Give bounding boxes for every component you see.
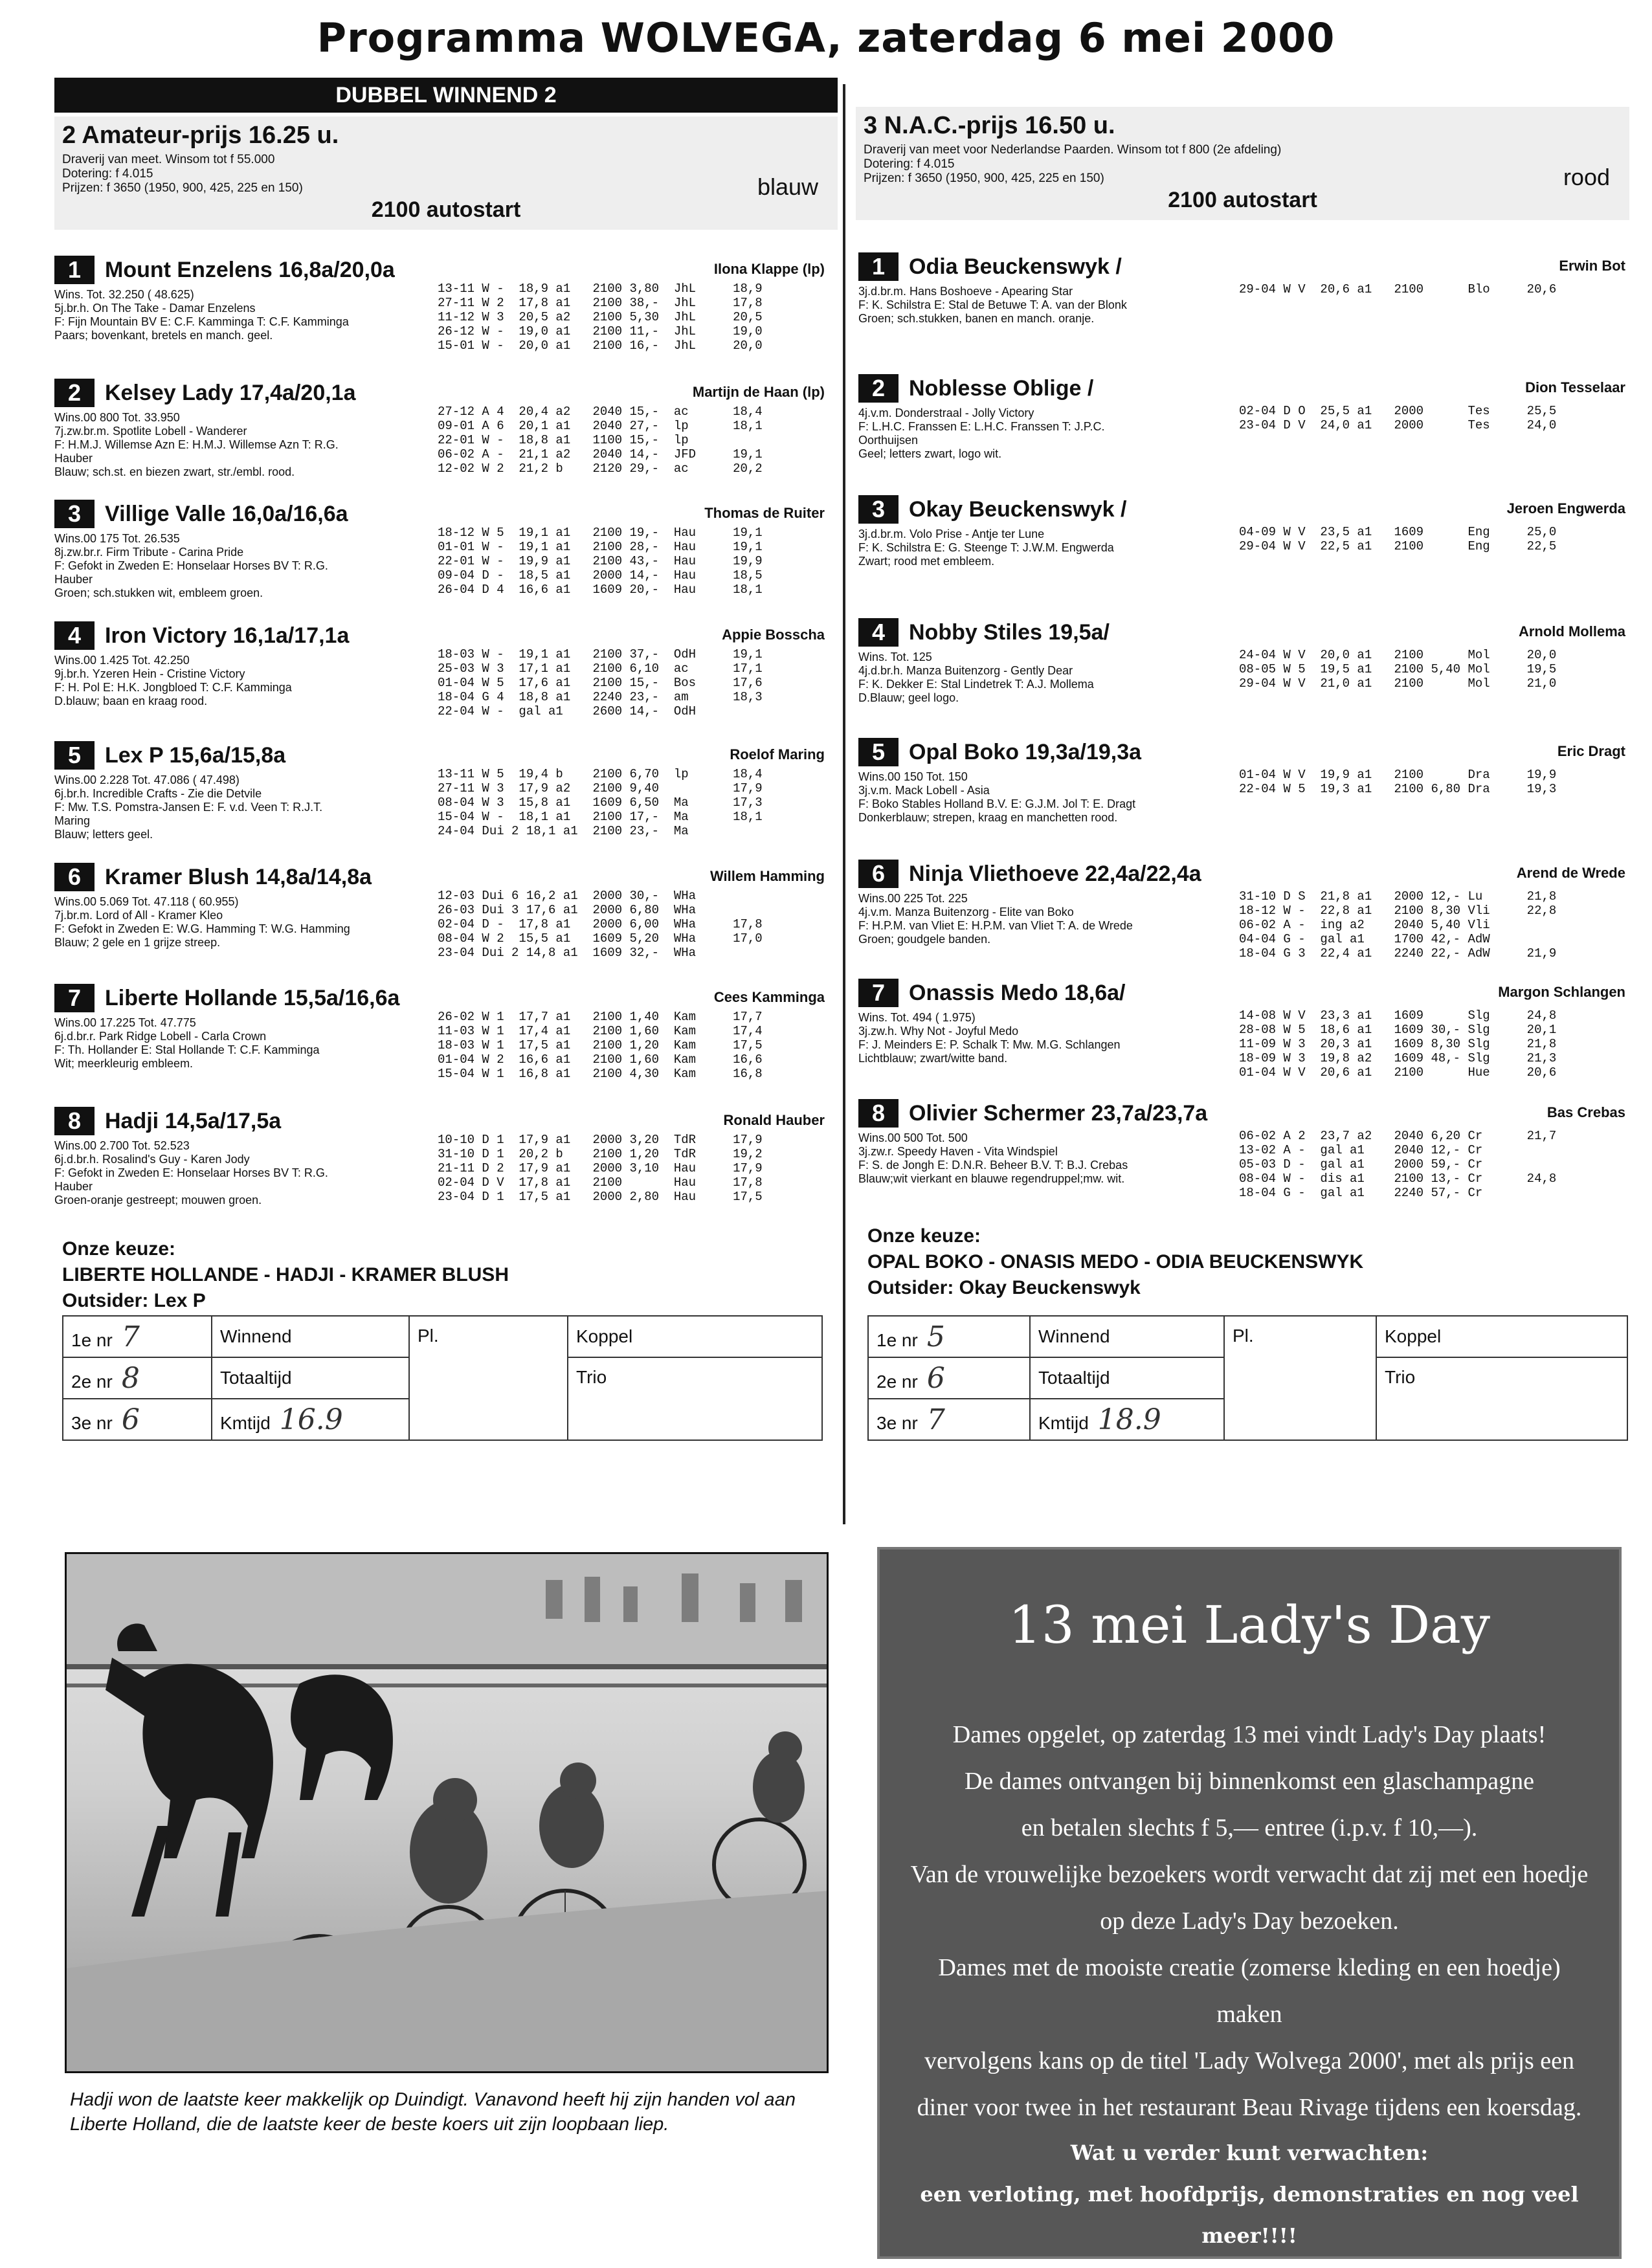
recent-form: 13-11 W 5 19,4 b 2100 6,70 lp 18,4 27-11 W 3 17,9 a2 2100 9,40 17,9 08-04 W 3 15,8 a1 1609 6,50 Ma 17,3 15-04 W - 18,1 a1 2100 17,- Ma 18,1 24-04 Dui 2 18,1 a1 2100 23,- Ma bbox=[438, 767, 763, 838]
horse-entry bbox=[54, 984, 825, 1102]
horse-info-line: Blauw; letters geel. bbox=[54, 828, 153, 841]
start-number: 1 bbox=[54, 256, 95, 284]
horse-info-line: F: Th. Hollander E: Stal Hollande T: C.F. Kamminga bbox=[54, 1043, 320, 1056]
race-start: 2100 autostart bbox=[1168, 188, 1317, 212]
driver-name: Appie Bosscha bbox=[722, 627, 825, 643]
bet-trio-cell[interactable]: Trio bbox=[1376, 1357, 1627, 1440]
horse-info bbox=[54, 411, 443, 479]
recent-form: 29-04 W V 20,6 a1 2100 Blo 20,6 bbox=[1239, 282, 1557, 296]
driver-name: Cees Kamminga bbox=[713, 989, 825, 1005]
ad-line: vervolgens kans op de titel 'Lady Wolvega 2000', met als prijs een bbox=[924, 2047, 1575, 2074]
horse-info-line: Blauw;wit vierkant en blauwe regendruppel;mw. wit. bbox=[858, 1172, 1125, 1185]
horse-entry bbox=[54, 379, 825, 496]
bet-place-cell[interactable] bbox=[868, 1399, 1030, 1440]
ad-line: Van de vrouwelijke bezoekers wordt verwacht dat zij met een hoedje bbox=[910, 1861, 1589, 1888]
horse-info-line: Wins. Tot. 125 bbox=[858, 650, 932, 663]
horse-info-line: Groen-oranje gestreept; mouwen groen. bbox=[54, 1194, 262, 1206]
horse-info bbox=[858, 892, 1247, 946]
bet-kmtijd-cell[interactable] bbox=[1030, 1399, 1224, 1440]
horse-info-line: 5j.br.h. On The Take - Damar Enzelens bbox=[54, 302, 256, 315]
driver-name: Thomas de Ruiter bbox=[704, 505, 825, 521]
horse-name: Noblesse Oblige / bbox=[909, 376, 1094, 401]
horse-info-line: Hauber bbox=[54, 452, 93, 465]
horse-info bbox=[54, 895, 443, 950]
horse-info bbox=[858, 1131, 1247, 1186]
horse-info bbox=[54, 532, 443, 600]
horse-info bbox=[858, 528, 1247, 568]
horse-info bbox=[858, 770, 1247, 825]
horse-info-line: Zwart; rood met embleem. bbox=[858, 555, 995, 568]
start-number: 7 bbox=[54, 984, 95, 1012]
ad-line: De dames ontvangen bij binnenkomst een glaschampagne bbox=[964, 1768, 1535, 1795]
handwritten-kmtijd: 18.9 bbox=[1097, 1403, 1161, 1436]
dubbel-winnend-banner: DUBBEL WINNEND 2 bbox=[54, 78, 838, 113]
horse-name: Kelsey Lady 17,4a/20,1a bbox=[105, 381, 356, 405]
horse-info-line: Groen; sch.stukken wit, embleem groen. bbox=[54, 586, 263, 599]
horse-info-line: Wins.00 500 Tot. 500 bbox=[858, 1131, 968, 1144]
bet-place-label: 1e nr bbox=[876, 1329, 918, 1350]
our-pick-outsider: Outsider: Lex P bbox=[62, 1290, 206, 1311]
our-pick-label: Onze keuze: bbox=[62, 1238, 176, 1260]
horse-info-line: Wins.00 5.069 Tot. 47.118 ( 60.955) bbox=[54, 895, 239, 908]
horse-entry bbox=[54, 741, 825, 859]
horse-info-line: Blauw; 2 gele en 1 grijze streep. bbox=[54, 936, 221, 949]
handwritten-number: 5 bbox=[926, 1320, 945, 1353]
horse-name: Odia Beuckenswyk / bbox=[909, 254, 1122, 279]
bet-kmtijd-label: Kmtijd bbox=[1038, 1412, 1089, 1433]
horse-info bbox=[858, 406, 1247, 461]
bet-form bbox=[867, 1315, 1628, 1441]
ad-footer-line: Wat u verder kunt verwachten: bbox=[1070, 2140, 1429, 2165]
ad-body bbox=[906, 1711, 1593, 2131]
horse-entry bbox=[858, 374, 1625, 492]
horse-name: Kramer Blush 14,8a/14,8a bbox=[105, 865, 372, 889]
ad-footer-line: een verloting, met hoofdprijs, demonstraties en nog veel meer!!!! bbox=[920, 2182, 1579, 2248]
recent-form: 13-11 W - 18,9 a1 2100 3,80 JhL 18,9 27-11 W 2 17,8 a1 2100 38,- JhL 17,8 11-12 W 3 20,5 a2 2100 5,30 JhL 20,5 26-12 W - 19,0 a1 2100 11,- JhL 19,0 15-01 W - 20,0 a1 2100 16,- JhL 20,0 bbox=[438, 282, 763, 353]
horse-info-line: F: Gefokt in Zweden E: Honselaar Horses BV T: R.G. bbox=[54, 1166, 328, 1179]
horse-entry bbox=[54, 256, 825, 373]
horse-info-line: F: Boko Stables Holland B.V. E: G.J.M. Jol T: E. Dragt bbox=[858, 797, 1136, 810]
horse-info-line: Wins.00 17.225 Tot. 47.775 bbox=[54, 1016, 196, 1029]
horse-name: Onassis Medo 18,6a/ bbox=[909, 981, 1126, 1005]
horse-info bbox=[858, 285, 1247, 326]
horse-info-line: F: Gefokt in Zweden E: Honselaar Horses BV T: R.G. bbox=[54, 559, 328, 572]
race-color: blauw bbox=[757, 173, 818, 200]
driver-name: Roelof Maring bbox=[730, 746, 825, 762]
bet-place-label: 1e nr bbox=[71, 1329, 113, 1350]
horse-info-line: F: K. Schilstra E: G. Steenge T: J.W.M. Engwerda bbox=[858, 541, 1114, 554]
start-number: 4 bbox=[54, 621, 95, 650]
handwritten-number: 7 bbox=[926, 1403, 945, 1436]
horse-info bbox=[54, 773, 443, 841]
bet-place-label: 3e nr bbox=[876, 1412, 918, 1433]
horse-info-line: 3j.zw.r. Speedy Haven - Vita Windspiel bbox=[858, 1145, 1058, 1158]
horse-info-line: F: K. Schilstra E: Stal de Betuwe T: A. van der Blonk bbox=[858, 298, 1127, 311]
start-number: 3 bbox=[858, 495, 899, 524]
driver-name: Ilona Klappe (lp) bbox=[713, 261, 825, 277]
horse-entry bbox=[54, 500, 825, 617]
driver-name: Erwin Bot bbox=[1559, 258, 1625, 274]
photo-caption: Hadji won de laatste keer makkelijk op Duindigt. Vanavond heeft hij zijn handen vol aan Liberte Holland, die de laatste keer de beste koers uit zijn loopbaan liep. bbox=[70, 2089, 796, 2135]
horse-info-line: Groen; goudgele banden. bbox=[858, 933, 991, 946]
horse-name: Okay Beuckenswyk / bbox=[909, 497, 1127, 522]
horse-info-line: Wins.00 800 Tot. 33.950 bbox=[54, 411, 180, 424]
horse-info-line: 9j.br.h. Yzeren Hein - Cristine Victory bbox=[54, 667, 245, 680]
horse-name: Olivier Schermer 23,7a/23,7a bbox=[909, 1101, 1208, 1126]
horse-info-line: F: H.M.J. Willemse Azn E: H.M.J. Willemse Azn T: R.G. bbox=[54, 438, 339, 451]
ladys-day-ad bbox=[877, 1547, 1622, 2259]
horse-info-line: Geel; letters zwart, logo wit. bbox=[858, 447, 1002, 460]
horse-entry bbox=[858, 979, 1625, 1096]
horse-info-line: D.Blauw; geel logo. bbox=[858, 691, 959, 704]
driver-name: Ronald Hauber bbox=[723, 1112, 825, 1128]
horse-info-line: Wins. Tot. 494 ( 1.975) bbox=[858, 1011, 976, 1024]
horse-info-line: Donkerblauw; strepen, kraag en manchetten rood. bbox=[858, 811, 1118, 824]
start-number: 1 bbox=[858, 252, 899, 281]
horse-info-line: Maring bbox=[54, 814, 91, 827]
horse-info-line: 4j.v.m. Manza Buitenzorg - Elite van Boko bbox=[858, 906, 1074, 918]
horse-info-line: Blauw; sch.st. en biezen zwart, str./embl. rood. bbox=[54, 465, 295, 478]
race-prizes: Prijzen: f 3650 (1950, 900, 425, 225 en 150) bbox=[62, 181, 303, 195]
horse-info-line: 4j.d.br.h. Manza Buitenzorg - Gently Dear bbox=[858, 664, 1073, 677]
our-pick-outsider: Outsider: Okay Beuckenswyk bbox=[867, 1277, 1141, 1298]
start-number: 2 bbox=[54, 379, 95, 407]
bet-type-cell[interactable]: Totaaltijd bbox=[212, 1357, 409, 1399]
driver-name: Martijn de Haan (lp) bbox=[692, 384, 825, 400]
our-pick bbox=[62, 1236, 509, 1314]
horse-info bbox=[54, 654, 443, 708]
start-number: 8 bbox=[858, 1099, 899, 1128]
horse-name: Ninja Vliethoeve 22,4a/22,4a bbox=[909, 862, 1201, 886]
horse-info-line: 7j.br.m. Lord of All - Kramer Kleo bbox=[54, 909, 223, 922]
ad-line: op deze Lady's Day bezoeken. bbox=[1100, 1907, 1399, 1935]
bet-form bbox=[62, 1315, 823, 1441]
recent-form: 26-02 W 1 17,7 a1 2100 1,40 Kam 17,7 11-03 W 1 17,4 a1 2100 1,60 Kam 17,4 18-03 W 1 17,5 a1 2100 1,20 Kam 17,5 01-04 W 2 16,6 a1 2100 1,60 Kam 16,6 15-04 W 1 16,8 a1 2100 4,30 Kam 16,8 bbox=[438, 1010, 763, 1081]
horse-info-line: Lichtblauw; zwart/witte band. bbox=[858, 1052, 1008, 1065]
horse-info-line: 3j.v.m. Mack Lobell - Asia bbox=[858, 784, 990, 797]
bet-place-label: 3e nr bbox=[71, 1412, 113, 1433]
recent-form: 18-12 W 5 19,1 a1 2100 19,- Hau 19,1 01-01 W - 19,1 a1 2100 28,- Hau 19,1 22-01 W - 19,9 a1 2100 43,- Hau 19,9 09-04 D - 18,5 a1 2000 14,- Hau 18,5 26-04 D 4 16,6 a1 1609 20,- Hau 18,1 bbox=[438, 526, 763, 597]
horse-info-line: F: K. Dekker E: Stal Lindetrek T: A.J. Mollema bbox=[858, 678, 1094, 691]
bet-pl-cell[interactable]: Pl. bbox=[1224, 1316, 1376, 1440]
handwritten-number: 6 bbox=[926, 1361, 945, 1395]
horse-info-line: 6j.d.br.r. Park Ridge Lobell - Carla Crown bbox=[54, 1030, 267, 1043]
start-number: 3 bbox=[54, 500, 95, 528]
recent-form: 24-04 W V 20,0 a1 2100 Mol 20,0 08-05 W 5 19,5 a1 2100 5,40 Mol 19,5 29-04 W V 21,0 a1 2100 Mol 21,0 bbox=[1239, 648, 1557, 691]
horse-info-line: F: Fijn Mountain BV E: C.F. Kamminga T: C.F. Kamminga bbox=[54, 315, 349, 328]
bet-kmtijd-label: Kmtijd bbox=[220, 1412, 271, 1433]
ad-title: 13 mei Lady's Day bbox=[1008, 1595, 1491, 1655]
horse-info-line: Wins.00 1.425 Tot. 42.250 bbox=[54, 654, 190, 667]
horse-info bbox=[54, 288, 443, 342]
horse-info-line: 4j.v.m. Donderstraal - Jolly Victory bbox=[858, 406, 1034, 419]
bet-place-label: 2e nr bbox=[876, 1371, 918, 1392]
horse-info-line: F: Mw. T.S. Pomstra-Jansen E: F. v.d. Veen T: R.J.T. bbox=[54, 801, 323, 814]
driver-name: Eric Dragt bbox=[1557, 743, 1625, 759]
recent-form: 06-02 A 2 23,7 a2 2040 6,20 Cr 21,7 13-02 A - gal a1 2040 12,- Cr 05-03 D - gal a1 2000 59,- Cr 08-04 W - dis a1 2100 13,- Cr 24,8 18-04 G - gal a1 2240 57,- Cr bbox=[1239, 1129, 1557, 1200]
horse-info bbox=[858, 650, 1247, 705]
recent-form: 31-10 D S 21,8 a1 2000 12,- Lu 21,8 18-12 W - 22,8 a1 2100 8,30 Vli 22,8 06-02 A - ing a2 2040 5,40 Vli 04-04 G - gal a1 1700 42,- AdW 18-04 G 3 22,4 a1 2240 22,- AdW 21,9 bbox=[1239, 889, 1557, 961]
start-number: 6 bbox=[54, 863, 95, 891]
horse-info bbox=[54, 1139, 443, 1207]
horse-name: Villige Valle 16,0a/16,6a bbox=[105, 502, 348, 526]
race-title: 2 Amateur-prijs 16.25 u. bbox=[62, 122, 339, 149]
horse-info bbox=[858, 1011, 1247, 1065]
driver-name: Margon Schlangen bbox=[1498, 984, 1625, 1000]
bet-koppel-cell[interactable]: Koppel bbox=[1376, 1316, 1627, 1357]
horse-entry bbox=[858, 252, 1625, 370]
horse-name: Lex P 15,6a/15,8a bbox=[105, 743, 286, 768]
horse-info-line: 6j.br.h. Incredible Crafts - Zie die Detvile bbox=[54, 787, 262, 800]
bet-type-cell[interactable]: Winnend bbox=[1030, 1316, 1224, 1357]
bet-place-cell[interactable] bbox=[63, 1399, 212, 1440]
race-conditions: Draverij van meet voor Nederlandse Paarden. Winsom tot f 800 (2e afdeling) bbox=[864, 143, 1282, 157]
horse-name: Hadji 14,5a/17,5a bbox=[105, 1109, 282, 1133]
horse-entry bbox=[54, 863, 825, 981]
bet-place-label: 2e nr bbox=[71, 1371, 113, 1392]
handwritten-kmtijd: 16.9 bbox=[279, 1403, 343, 1436]
our-pick-horses: LIBERTE HOLLANDE - HADJI - KRAMER BLUSH bbox=[62, 1264, 509, 1285]
horse-entry bbox=[858, 1099, 1625, 1217]
race-title: 3 N.A.C.-prijs 16.50 u. bbox=[864, 112, 1115, 139]
race-conditions: Draverij van meet. Winsom tot f 55.000 bbox=[62, 153, 275, 166]
horse-name: Liberte Hollande 15,5a/16,6a bbox=[105, 986, 400, 1010]
horse-info-line: Wins.00 2.228 Tot. 47.086 ( 47.498) bbox=[54, 773, 240, 786]
horse-info-line: 6j.d.br.h. Rosalind's Guy - Karen Jody bbox=[54, 1153, 250, 1166]
horse-entry bbox=[858, 860, 1625, 977]
race-header bbox=[856, 107, 1629, 220]
ad-line: Dames opgelet, op zaterdag 13 mei vindt Lady's Day plaats! bbox=[952, 1721, 1546, 1748]
bet-place-cell[interactable] bbox=[868, 1357, 1030, 1399]
driver-name: Willem Hamming bbox=[709, 868, 825, 884]
horse-info-line: F: J. Meinders E: P. Schalk T: Mw. M.G. Schlangen bbox=[858, 1038, 1121, 1051]
bet-type-cell[interactable]: Winnend bbox=[212, 1316, 409, 1357]
horse-entry bbox=[858, 495, 1625, 613]
start-number: 4 bbox=[858, 618, 899, 647]
bet-place-cell[interactable] bbox=[63, 1316, 212, 1357]
bet-kmtijd-cell[interactable] bbox=[212, 1399, 409, 1440]
race-photo bbox=[65, 1552, 829, 2073]
horse-info-line: Wins.00 150 Tot. 150 bbox=[858, 770, 968, 783]
recent-form: 14-08 W V 23,3 a1 1609 Slg 24,8 28-08 W 5 18,6 a1 1609 30,- Slg 20,1 11-09 W 3 20,3 a1 1609 8,30 Slg 21,8 18-09 W 3 19,8 a2 1609 48,- Slg 21,3 01-04 W V 20,6 a1 2100 Hue 20,6 bbox=[1239, 1008, 1557, 1080]
horse-info-line: F: H.P.M. van Vliet E: H.P.M. van Vliet T: A. de Wrede bbox=[858, 919, 1133, 932]
race-start: 2100 autostart bbox=[371, 197, 521, 222]
handwritten-number: 6 bbox=[121, 1403, 140, 1436]
ad-line: en betalen slechts f 5,— entree (i.p.v. f 10,—). bbox=[1021, 1814, 1478, 1841]
recent-form: 12-03 Dui 6 16,2 a1 2000 30,- WHa 26-03 Dui 3 17,6 a1 2000 6,80 WHa 02-04 D - 17,8 a1 2000 6,00 WHa 17,8 08-04 W 2 15,5 a1 1609 5,20 WHa 17,0 23-04 Dui 2 14,8 a1 1609 32,- WHa bbox=[438, 889, 763, 960]
page-title: Programma WOLVEGA, zaterdag 6 mei 2000 bbox=[317, 14, 1335, 61]
horse-info-line: Wins.00 175 Tot. 26.535 bbox=[54, 532, 180, 545]
recent-form: 04-09 W V 23,5 a1 1609 Eng 25,0 29-04 W V 22,5 a1 2100 Eng 22,5 bbox=[1239, 525, 1557, 553]
race-prizes: Prijzen: f 3650 (1950, 900, 425, 225 en 150) bbox=[864, 172, 1104, 185]
horse-info-line: Paars; bovenkant, bretels en manch. geel. bbox=[54, 329, 273, 342]
horse-name: Opal Boko 19,3a/19,3a bbox=[909, 740, 1142, 764]
driver-name: Arend de Wrede bbox=[1516, 865, 1625, 881]
horse-info-line: 7j.zw.br.m. Spotlite Lobell - Wanderer bbox=[54, 425, 247, 438]
horse-entry bbox=[54, 1107, 825, 1225]
bet-place-cell[interactable] bbox=[63, 1357, 212, 1399]
horse-info-line: F: Gefokt in Zweden E: W.G. Hamming T: W.G. Hamming bbox=[54, 922, 350, 935]
bet-type-cell[interactable]: Totaaltijd bbox=[1030, 1357, 1224, 1399]
horse-info-line: D.blauw; baan en kraag rood. bbox=[54, 695, 208, 707]
our-pick-horses: OPAL BOKO - ONASIS MEDO - ODIA BEUCKENSWYK bbox=[867, 1251, 1364, 1273]
race-dotering: Dotering: f 4.015 bbox=[62, 167, 153, 181]
our-pick bbox=[867, 1223, 1363, 1301]
start-number: 7 bbox=[858, 979, 899, 1007]
recent-form: 02-04 D O 25,5 a1 2000 Tes 25,5 23-04 D V 24,0 a1 2000 Tes 24,0 bbox=[1239, 404, 1557, 432]
ad-footer bbox=[880, 2132, 1619, 2256]
horse-entry bbox=[858, 618, 1625, 736]
horse-info-line: Wins.00 225 Tot. 225 bbox=[858, 892, 968, 905]
bet-koppel-cell[interactable]: Koppel bbox=[568, 1316, 822, 1357]
horse-info-line: F: S. de Jongh E: D.N.R. Beheer B.V. T: B.J. Crebas bbox=[858, 1159, 1128, 1172]
handwritten-number: 8 bbox=[121, 1361, 140, 1395]
race-dotering: Dotering: f 4.015 bbox=[864, 157, 955, 171]
recent-form: 27-12 A 4 20,4 a2 2040 15,- ac 18,4 09-01 A 6 20,1 a1 2040 27,- lp 18,1 22-01 W - 18,8 a1 1100 15,- lp 06-02 A - 21,1 a2 2040 14,- JFD 19,1 12-02 W 2 21,2 b 2120 29,- ac 20,2 bbox=[438, 405, 763, 476]
handwritten-number: 7 bbox=[121, 1320, 140, 1353]
bet-pl-cell[interactable]: Pl. bbox=[409, 1316, 568, 1440]
our-pick-label: Onze keuze: bbox=[867, 1225, 981, 1247]
start-number: 2 bbox=[858, 374, 899, 403]
horse-info-line: 3j.d.br.m. Hans Boshoeve - Apearing Star bbox=[858, 285, 1073, 298]
start-number: 8 bbox=[54, 1107, 95, 1135]
recent-form: 10-10 D 1 17,9 a1 2000 3,20 TdR 17,9 31-10 D 1 20,2 b 2100 1,20 TdR 19,2 21-11 D 2 17,9 a1 2000 3,10 Hau 17,9 02-04 D V 17,8 a1 2100 Hau 17,8 23-04 D 1 17,5 a1 2000 2,80 Hau 17,5 bbox=[438, 1133, 763, 1204]
harness-race-illustration bbox=[67, 1554, 829, 2073]
horse-info-line: 8j.zw.br.r. Firm Tribute - Carina Pride bbox=[54, 546, 244, 559]
horse-name: Nobby Stiles 19,5a/ bbox=[909, 620, 1110, 645]
ad-line: Dames met de mooiste creatie (zomerse kleding en een hoedje) maken bbox=[938, 1954, 1561, 2028]
driver-name: Dion Tesselaar bbox=[1525, 379, 1625, 395]
driver-name: Jeroen Engwerda bbox=[1506, 500, 1625, 517]
horse-info-line: F: H. Pol E: H.K. Jongbloed T: C.F. Kamminga bbox=[54, 681, 292, 694]
horse-entry bbox=[858, 738, 1625, 856]
start-number: 6 bbox=[858, 860, 899, 888]
horse-info-line: 3j.d.br.m. Volo Prise - Antje ter Lune bbox=[858, 528, 1045, 540]
horse-info-line: Oorthuijsen bbox=[858, 434, 919, 447]
horse-info bbox=[54, 1016, 443, 1071]
horse-info-line: Hauber bbox=[54, 573, 93, 586]
horse-info-line: Hauber bbox=[54, 1180, 93, 1193]
race-header bbox=[54, 117, 838, 230]
horse-info-line: Wins. Tot. 32.250 ( 48.625) bbox=[54, 288, 194, 301]
horse-info-line: Wins.00 2.700 Tot. 52.523 bbox=[54, 1139, 190, 1152]
bet-place-cell[interactable] bbox=[868, 1316, 1030, 1357]
driver-name: Bas Crebas bbox=[1546, 1104, 1625, 1120]
horse-info-line: Groen; sch.stukken, banen en manch. oranje. bbox=[858, 312, 1095, 325]
start-number: 5 bbox=[54, 741, 95, 770]
bet-trio-cell[interactable]: Trio bbox=[568, 1357, 822, 1440]
horse-info-line: 3j.zw.h. Why Not - Joyful Medo bbox=[858, 1025, 1019, 1038]
horse-name: Mount Enzelens 16,8a/20,0a bbox=[105, 258, 395, 282]
start-number: 5 bbox=[858, 738, 899, 766]
column-divider bbox=[843, 84, 845, 1524]
ad-line: diner voor twee in het restaurant Beau Rivage tijdens een koersdag. bbox=[917, 2094, 1582, 2121]
recent-form: 01-04 W V 19,9 a1 2100 Dra 19,9 22-04 W 5 19,3 a1 2100 6,80 Dra 19,3 bbox=[1239, 768, 1557, 796]
horse-entry bbox=[54, 621, 825, 739]
recent-form: 18-03 W - 19,1 a1 2100 37,- OdH 19,1 25-03 W 3 17,1 a1 2100 6,10 ac 17,1 01-04 W 5 17,6 a1 2100 15,- Bos 17,6 18-04 G 4 18,8 a1 2240 23,- am 18,3 22-04 W - gal a1 2600 14,- OdH bbox=[438, 647, 763, 718]
horse-info-line: F: L.H.C. Franssen E: L.H.C. Franssen T: J.P.C. bbox=[858, 420, 1105, 433]
horse-name: Iron Victory 16,1a/17,1a bbox=[105, 623, 350, 648]
driver-name: Arnold Mollema bbox=[1518, 623, 1625, 639]
horse-info-line: Wit; meerkleurig embleem. bbox=[54, 1057, 194, 1070]
race-color: rood bbox=[1563, 164, 1610, 190]
